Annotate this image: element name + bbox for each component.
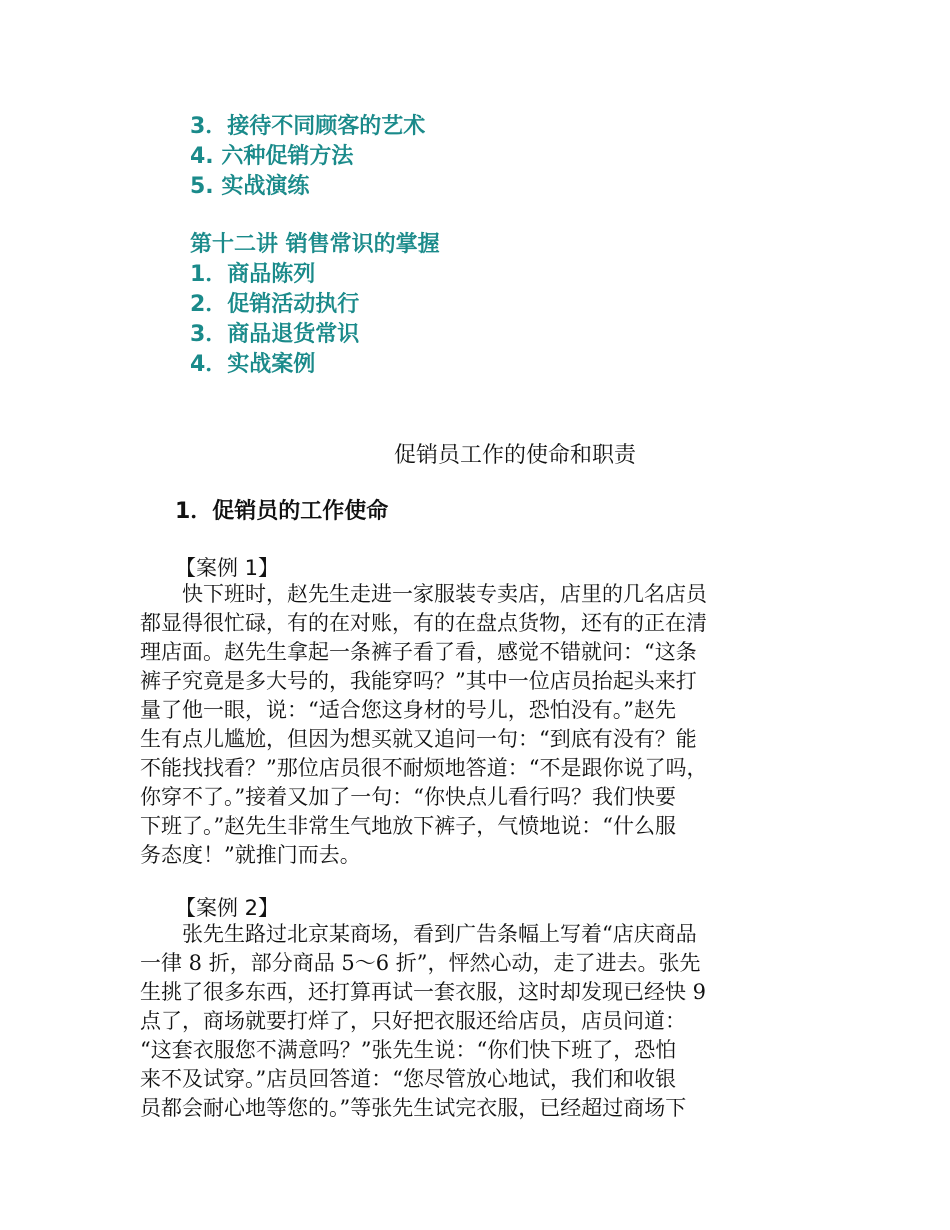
- toc-lecture-title: 第十二讲 销售常识的掌握: [190, 232, 440, 257]
- text-line: 一律 8 折，部分商品 5～6 折”，怦然心动，走了进去。张先: [140, 951, 701, 975]
- text-line: 生有点儿尴尬，但因为想买就又追问一句：“到底有没有？能: [140, 727, 697, 751]
- text-line: 不能找找看？”那位店员很不耐烦地答道：“不是跟你说了吗，: [140, 756, 708, 780]
- toc-item: 1．商品陈列: [190, 262, 316, 287]
- toc-item: 4．实战案例: [190, 352, 316, 377]
- section-title: 促销员工作的使命和职责: [393, 443, 636, 468]
- sub-heading: 1．促销员的工作使命: [175, 499, 389, 524]
- text-line: 都显得很忙碌，有的在对账，有的在盘点货物，还有的正在清: [140, 611, 707, 635]
- text-line: 下班了。”赵先生非常生气地放下裤子，气愤地说：“什么服: [140, 814, 676, 838]
- toc-item: 3．接待不同顾客的艺术: [190, 114, 426, 139]
- toc-item: 5. 实战演练: [190, 174, 310, 199]
- table-of-contents: [190, 112, 440, 380]
- text-line: 员都会耐心地等您的。”等张先生试完衣服，已经超过商场下: [140, 1096, 687, 1120]
- text-line: 理店面。赵先生拿起一条裤子看了看，感觉不错就问：“这条: [140, 640, 697, 664]
- case-label: 【案例 1】: [175, 556, 280, 580]
- text-line: 点了，商场就要打烊了，只好把衣服还给店员，店员问道：: [140, 1009, 686, 1033]
- text-line: 张先生路过北京某商场，看到广告条幅上写着“店庆商品: [140, 922, 697, 946]
- text-line: 生挑了很多东西，还打算再试一套衣服，这时却发现已经快 9: [140, 980, 707, 1004]
- case-body: [140, 580, 830, 870]
- text-line: 快下班时，赵先生走进一家服装专卖店，店里的几名店员: [140, 582, 707, 606]
- case-body: [140, 920, 830, 1123]
- toc-item: 3．商品退货常识: [190, 322, 360, 347]
- text-line: 裤子究竟是多大号的，我能穿吗？”其中一位店员抬起头来打: [140, 669, 697, 693]
- text-line: “这套衣服您不满意吗？”张先生说：“你们快下班了，恐怕: [140, 1038, 677, 1062]
- case-label: 【案例 2】: [175, 896, 280, 920]
- toc-item: 2．促销活动执行: [190, 292, 360, 317]
- toc-item: 4. 六种促销方法: [190, 144, 354, 169]
- text-line: 务态度！”就推门而去。: [140, 843, 361, 867]
- text-line: 你穿不了。”接着又加了一句：“你快点儿看行吗？我们快要: [140, 785, 676, 809]
- text-line: 量了他一眼，说：“适合您这身材的号儿，恐怕没有。”赵先: [140, 698, 676, 722]
- text-line: 来不及试穿。”店员回答道：“您尽管放心地试，我们和收银: [140, 1067, 676, 1091]
- toc-gap: [190, 202, 440, 230]
